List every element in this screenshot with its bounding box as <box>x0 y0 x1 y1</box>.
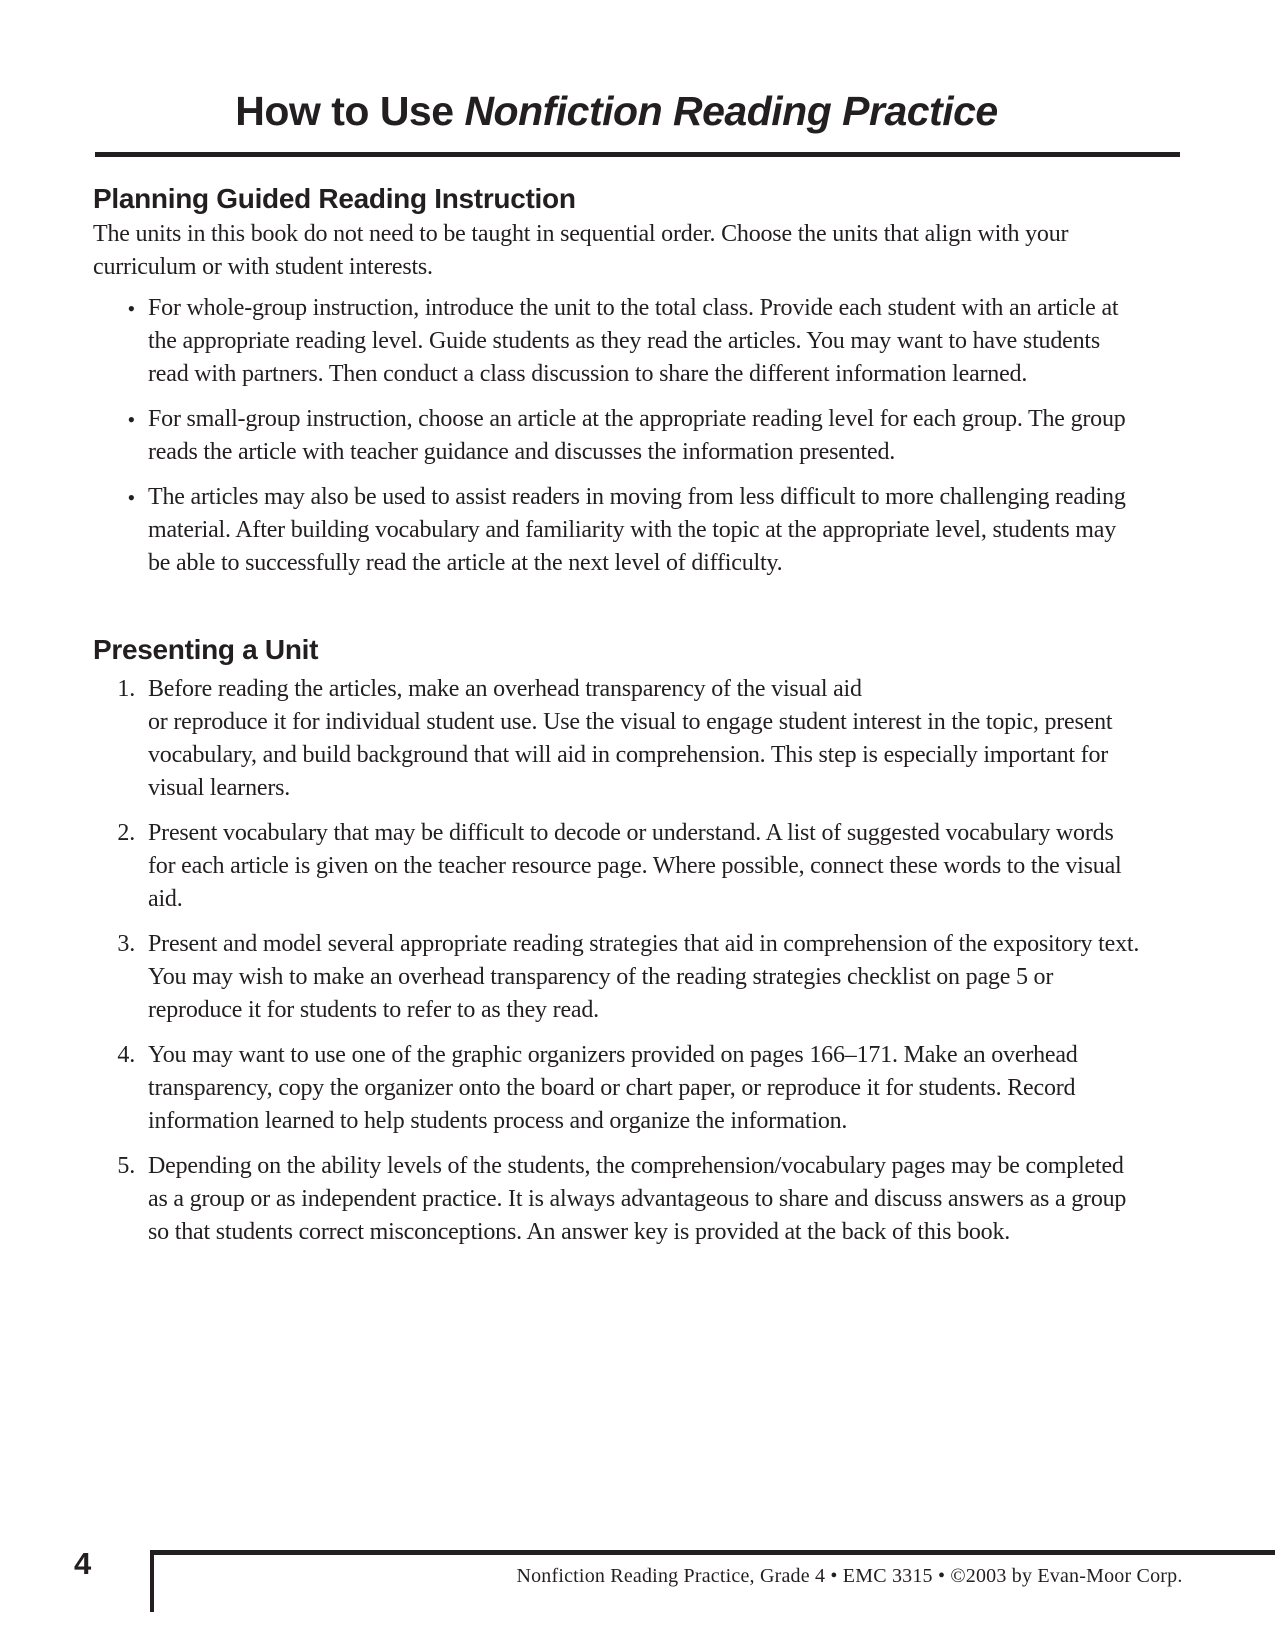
list-item-text: You may want to use one of the graphic organizers provided on pages 166–171. Make an overhead transparency, copy the organizer onto the board or chart paper, or reproduce it for students. Record information learned to help students process and organize the information. <box>148 1042 1078 1134</box>
section-intro-paragraph: The units in this book do not need to be taught in sequential order. Choose the units that align with your curriculum or with student interests. <box>93 221 1069 280</box>
item-number: 3. <box>117 931 135 957</box>
list-item <box>93 403 1140 469</box>
bullet-icon: • <box>127 485 135 510</box>
list-item-text: For whole-group instruction, introduce the unit to the total class. Provide each student with an article at the appropriate reading level. Guide students as they read the articles. You may want to have students read with partners. Then conduct a class discussion to share the different information learned. <box>148 295 1119 387</box>
bullet-icon: • <box>127 407 135 432</box>
numbered-list <box>93 673 1140 1249</box>
item-number: 4. <box>117 1042 135 1068</box>
footer-box <box>150 1550 1275 1612</box>
list-item <box>93 928 1140 1027</box>
list-item-text: Before reading the articles, make an overhead transparency of the visual aid or reproduce it for individual student use. Use the visual to engage student interest in the topic, present vocabulary, and build background that will aid in comprehension. This step is especially important for visual learners. <box>148 676 1113 801</box>
list-item <box>93 292 1140 391</box>
section-presenting-a-unit <box>93 634 1140 1249</box>
page-title <box>93 88 1140 135</box>
footer-credit: Nonfiction Reading Practice, Grade 4 • EMC 3315 • ©2003 by Evan-Moor Corp. <box>516 1565 1183 1587</box>
item-number: 1. <box>117 676 135 702</box>
title-divider <box>95 152 1180 157</box>
page-title-book-name: Nonfiction Reading Practice <box>464 88 998 134</box>
list-item <box>93 673 1140 805</box>
list-item-text: The articles may also be used to assist readers in moving from less difficult to more challenging reading material. After building vocabulary and familiarity with the topic at the appropriate level, students may be able to successfully read the article at the next level of difficulty. <box>148 484 1126 576</box>
list-item-text: Present vocabulary that may be difficult to decode or understand. A list of suggested vocabulary words for each article is given on the teacher resource page. Where possible, connect these words to the visual aid. <box>148 820 1122 912</box>
list-item-text: Present and model several appropriate reading strategies that aid in comprehension of the expository text. You may wish to make an overhead transparency of the reading strategies checklist on page 5 or reproduce it for students to refer to as they read. <box>148 931 1140 1023</box>
item-number: 5. <box>117 1153 135 1179</box>
page-title-prefix: How to Use <box>235 88 465 134</box>
bullet-list <box>93 292 1140 580</box>
item-number: 2. <box>117 820 135 846</box>
list-item <box>93 481 1140 580</box>
bullet-icon: • <box>127 296 135 321</box>
page-number: 4 <box>74 1546 92 1581</box>
list-item <box>93 1150 1140 1249</box>
list-item <box>93 817 1140 916</box>
list-item-text: Depending on the ability levels of the students, the comprehension/vocabulary pages may be completed as a group or as independent practice. It is always advantageous to share and discuss answers as a group so that students correct misconceptions. An answer key is provided at the back of this book. <box>148 1153 1127 1245</box>
section-heading-planning: Planning Guided Reading Instruction <box>93 183 576 214</box>
list-item <box>93 1039 1140 1138</box>
section-planning-guided-reading <box>93 183 1140 580</box>
list-item-text: For small-group instruction, choose an article at the appropriate reading level for each group. The group reads the article with teacher guidance and discusses the information presented. <box>148 406 1126 465</box>
section-heading-presenting: Presenting a Unit <box>93 634 319 665</box>
